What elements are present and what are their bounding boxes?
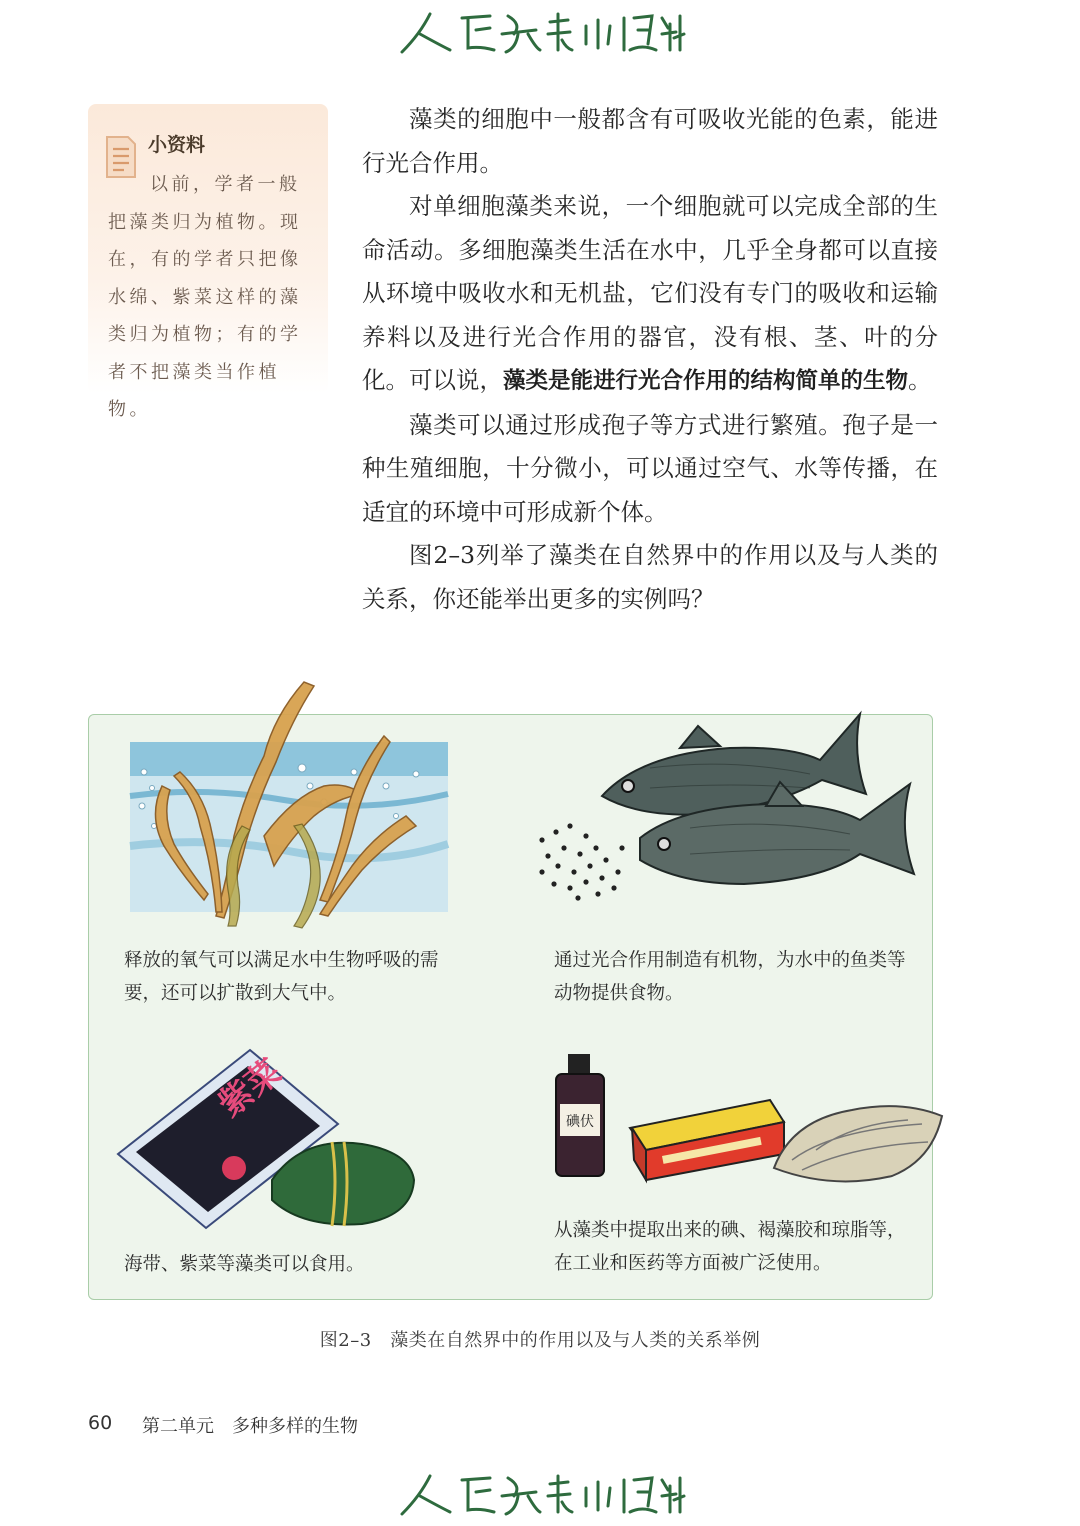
caption-industry: 从藻类中提取出来的碘、褐藻胶和琼脂等，在工业和医药等方面被广泛使用。 bbox=[554, 1220, 906, 1274]
paragraph-pigment: 藻类的细胞中一般都含有可吸收光能的色素，能进行光合作用。 bbox=[362, 105, 938, 177]
publisher-watermark-bottom bbox=[0, 1464, 1080, 1524]
paragraph-structure-end: 。 bbox=[908, 366, 932, 394]
publisher-logo bbox=[390, 1466, 690, 1522]
key-definition: 藻类是能进行光合作用的结构简单的生物 bbox=[503, 368, 909, 394]
publisher-watermark-top bbox=[0, 2, 1080, 62]
figure-title: 图2–3 藻类在自然界中的作用以及与人类的关系举例 bbox=[319, 1330, 761, 1351]
caption-oxygen: 释放的氧气可以满足水中生物呼吸的需要，还可以扩散到大气中。 bbox=[124, 950, 439, 1004]
caption-food: 通过光合作用制造有机物，为水中的鱼类等动物提供食物。 bbox=[554, 950, 906, 1004]
paragraph-reproduction: 藻类可以通过形成孢子等方式进行繁殖。孢子是一种生殖细胞，十分微小，可以通过空气、水等传播，在适宜的环境中可形成新个体。 bbox=[362, 410, 938, 526]
fish-food-illustration bbox=[530, 688, 950, 938]
seaweed-oxygen-illustration bbox=[124, 676, 464, 936]
edible-seaweed-illustration bbox=[112, 1040, 422, 1240]
sidebar-title: 小资料 bbox=[148, 134, 206, 156]
paragraph-structure bbox=[362, 185, 938, 404]
paragraph-question: 图2–3列举了藻类在自然界中的作用以及与人类的关系，你还能举出更多的实例吗？ bbox=[362, 541, 938, 613]
main-text bbox=[362, 98, 938, 621]
bottle-label: 碘伏 bbox=[566, 1114, 594, 1130]
page-number: 60 bbox=[88, 1412, 113, 1434]
paragraph-structure-text: 对单细胞藻类来说，一个细胞就可以完成全部的生命活动。多细胞藻类生活在水中，几乎全身都可以直接从环境中吸收水和无机盐，它们没有专门的吸收和运输养料以及进行光合作用的器官，没有根、茎、叶的分化。可以说， bbox=[362, 192, 938, 394]
publisher-logo bbox=[390, 4, 690, 60]
sidebar-text: 以前，学者一般把藻类归为植物。现在，有的学者只把像水绵、紫菜这样的藻类归为植物；有的学者不把藻类当作植物。 bbox=[108, 174, 302, 420]
caption-edible: 海带、紫菜等藻类可以食用。 bbox=[124, 1254, 365, 1275]
industry-products-illustration bbox=[552, 1050, 952, 1200]
unit-title: 第二单元 多种多样的生物 bbox=[142, 1416, 358, 1437]
package-label: 紫菜 bbox=[210, 1051, 290, 1126]
